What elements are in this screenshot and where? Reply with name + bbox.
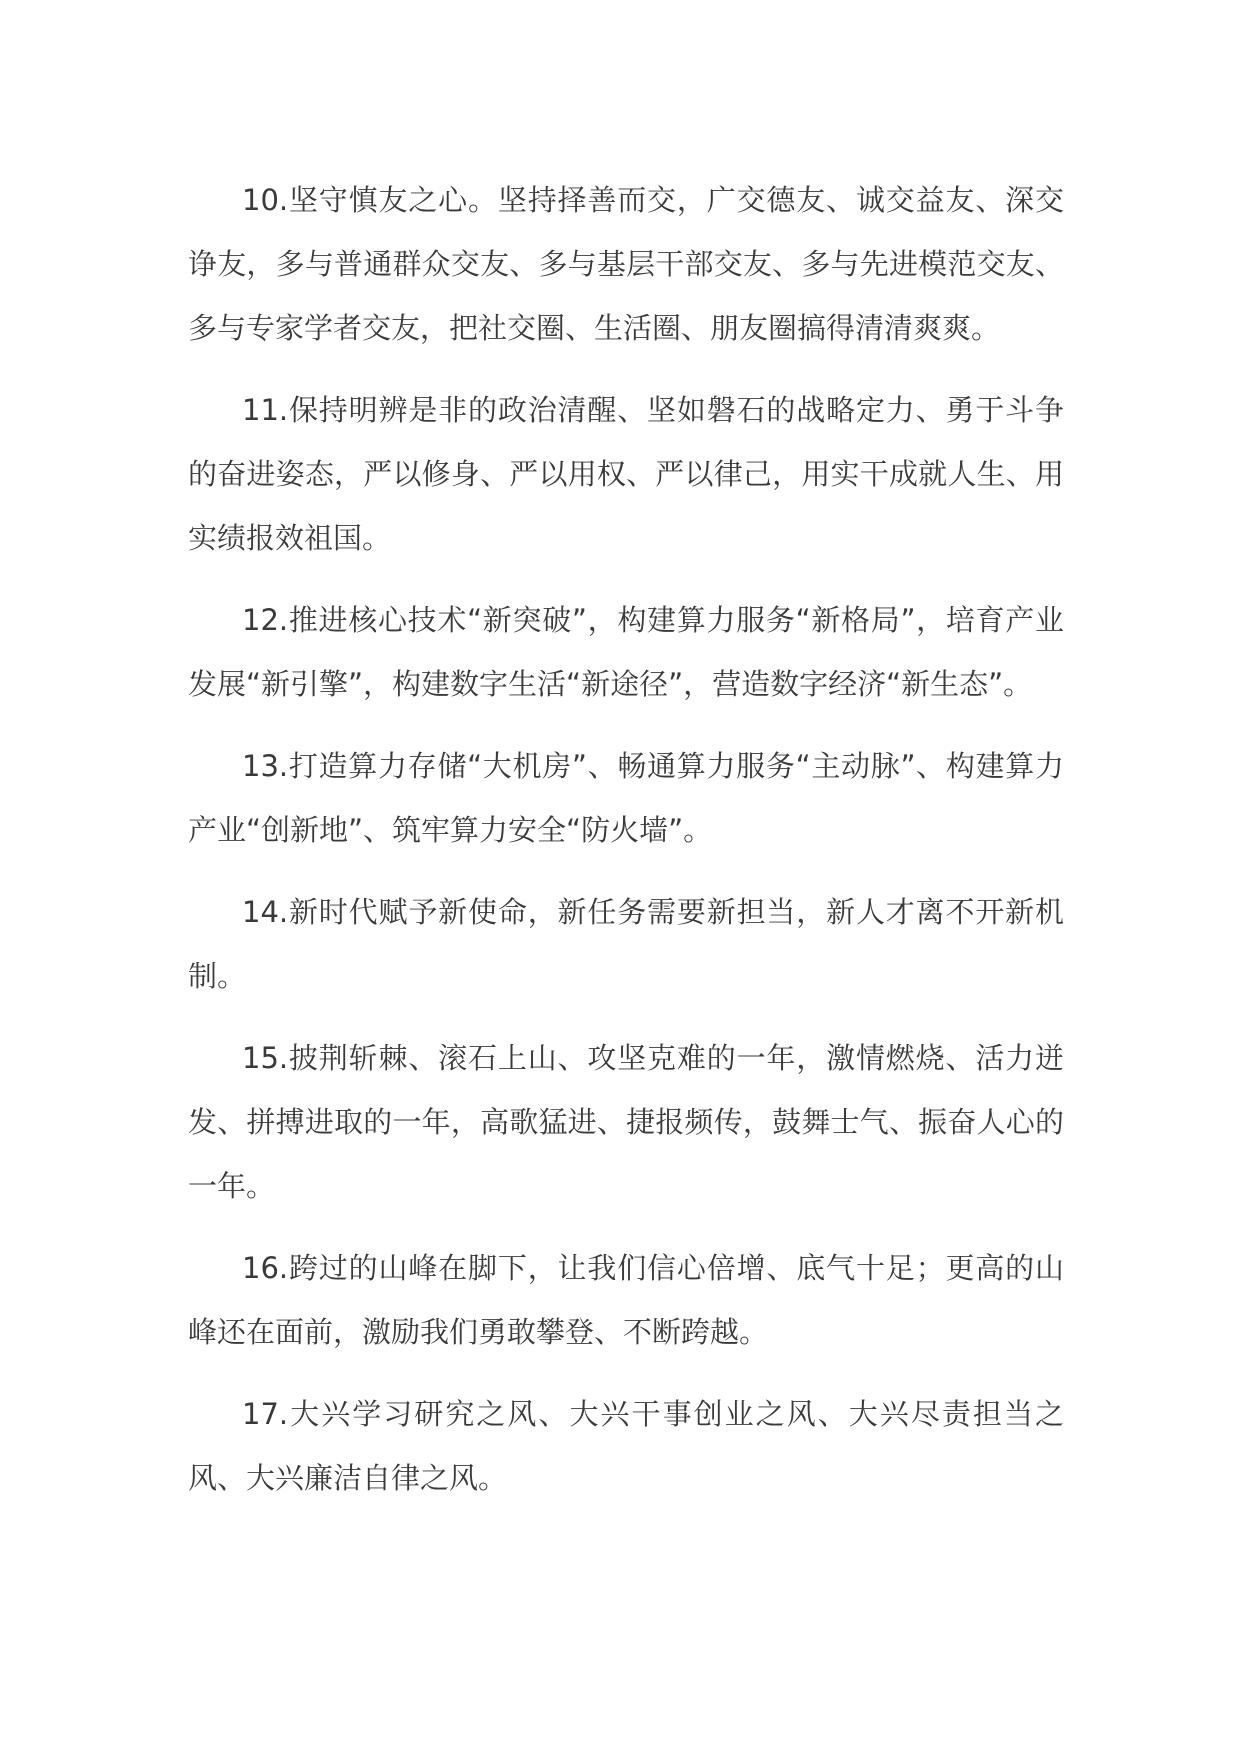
paragraph-11: 11.保持明辨是非的政治清醒、坚如磐石的战略定力、勇于斗争的奋进姿态，严以修身、严以用权、严以律己，用实干成就人生、用实绩报效祖国。 bbox=[188, 393, 1064, 555]
paragraph-10: 10.坚守慎友之心。坚持择善而交，广交德友、诚交益友、深交诤友，多与普通群众交友、多与基层干部交友、多与先进模范交友、多与专家学者交友，把社交圈、生活圈、朋友圈搞得清清爽爽。 bbox=[188, 183, 1064, 345]
paragraph-17: 17.大兴学习研究之风、大兴干事创业之风、大兴尽责担当之风、大兴廉洁自律之风。 bbox=[188, 1397, 1064, 1495]
paragraph-16: 16.跨过的山峰在脚下，让我们信心倍增、底气十足；更高的山峰还在面前，激励我们勇敢攀登、不断跨越。 bbox=[188, 1251, 1064, 1349]
paragraph-14: 14.新时代赋予新使命，新任务需要新担当，新人才离不开新机制。 bbox=[188, 895, 1064, 993]
paragraph-15: 15.披荆斩棘、滚石上山、攻坚克难的一年，激情燃烧、活力迸发、拼搏进取的一年，高歌猛进、捷报频传，鼓舞士气、振奋人心的一年。 bbox=[188, 1041, 1064, 1203]
paragraph-12: 12.推进核心技术“新突破”，构建算力服务“新格局”，培育产业发展“新引擎”，构建数字生活“新途径”，营造数字经济“新生态”。 bbox=[188, 603, 1064, 701]
paragraph-13: 13.打造算力存储“大机房”、畅通算力服务“主动脉”、构建算力产业“创新地”、筑牢算力安全“防火墙”。 bbox=[188, 749, 1064, 847]
document-body bbox=[188, 168, 1064, 1528]
